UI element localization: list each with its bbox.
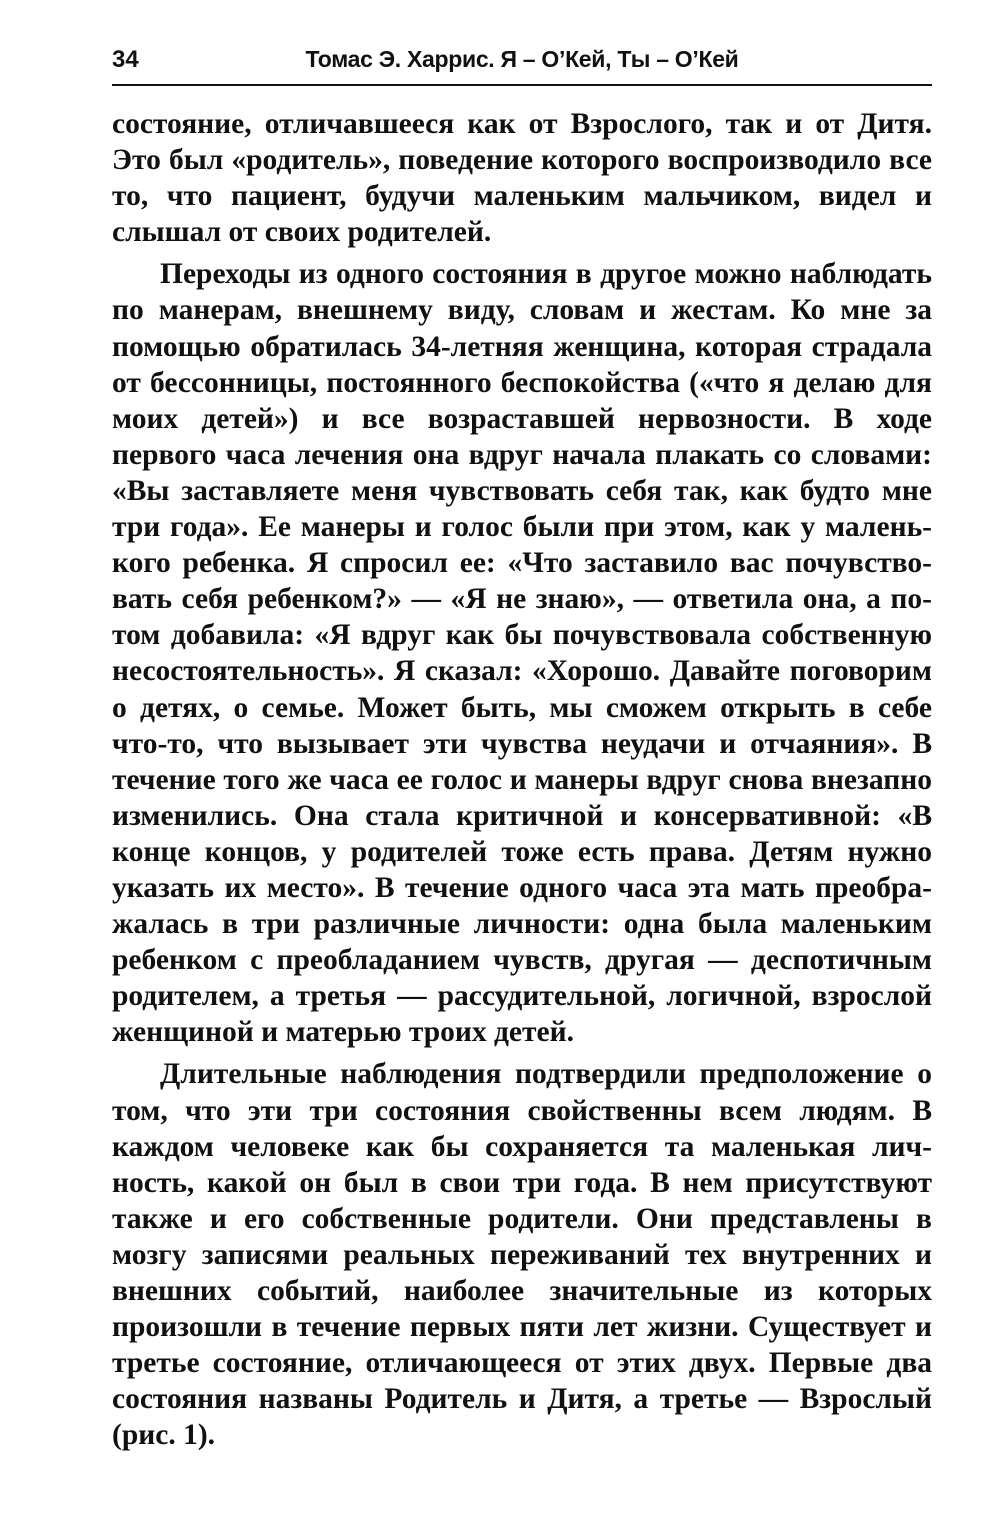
- page-number: 34: [112, 46, 139, 73]
- body-text: [112, 106, 932, 1453]
- running-title: Томас Э. Харрис. Я – О’Кей, Ты – О’Кей: [305, 46, 739, 72]
- paragraph-2: Переходы из одного состояния в другое можно наблюдать по манерам, внешнему виду, словам и жестам. Ко мне за помощью обратилась 34-летняя женщина, которая страдала от бессонницы, постоянного беспокойства («что я делаю для моих детей») и все возраставшей нервозности. В ходе первого часа лечения она вдруг начала плакать со словами: «Вы заставляете меня чувствовать себя так, как будто мне три года». Ее манеры и голос были при этом, как у маленького ребенка. Я спросил ее: «Что заставило вас почувствовать себя ребенком?» — «Я не знаю», — ответила она, а потом добавила: «Я вдруг как бы почувствовала собственную несостоятельность». Я сказал: «Хорошо. Давайте поговорим о детях, о семье. Может быть, мы сможем открыть в себе что-то, что вызывает эти чувства неудачи и отчаяния». В течение того же часа ее голос и манеры вдруг снова внезапно изменились. Она стала критичной и консервативной: «В конце концов, у родителей тоже есть права. Детям нужно указать их место». В течение одного часа эта мать преображалась в три различные личности: одна была маленьким ребенком с преобладанием чувств, другая — деспотичным родителем, а третья — рассудительной, логичной, взрослой женщиной и матерью троих детей.: [112, 258, 932, 1049]
- page-header: [112, 38, 932, 86]
- paragraph-1: состояние, отличавшееся как от Взрослого, так и от Дитя. Это был «родитель», поведение которого воспроизводило все то, что пациент, будучи маленьким мальчиком, видел и слышал от своих родителей.: [112, 108, 932, 249]
- book-page: [112, 38, 932, 1453]
- paragraph-3: Длительные наблюдения подтвердили предположение о том, что эти три состояния свойственны всем людям. В каждом человеке как бы сохраняется та маленькая личность, какой он был в свои три года. В нем присутствуют также и его собственные родители. Они представлены в мозгу записями реальных переживаний тех внутренних и внешних событий, наиболее значительные из которых произошли в течение первых пяти лет жизни. Существует и третье состояние, отличающееся от этих двух. Первые два состояния названы Родитель и Дитя, а третье — Взрослый (рис. 1).: [112, 1058, 932, 1452]
